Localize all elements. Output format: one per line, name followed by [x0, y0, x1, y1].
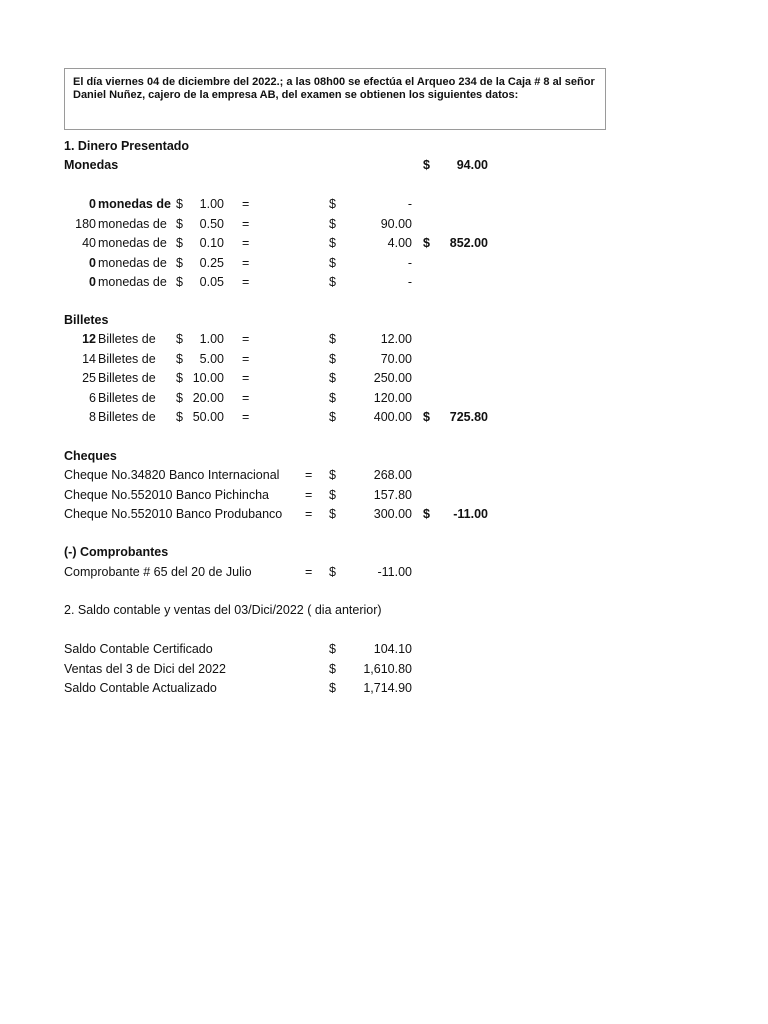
bill-qty: 6 — [89, 390, 96, 405]
bill-equals: = — [242, 371, 250, 385]
bill-equals: = — [242, 390, 250, 405]
bill-currency: $ — [176, 351, 183, 366]
coin-currency: $ — [176, 255, 183, 270]
coin-denom: 1.00 — [199, 197, 224, 211]
bill-label: Billetes de — [98, 351, 156, 366]
billetes-label: Billetes — [64, 313, 109, 327]
bill-qty: 25 — [82, 371, 96, 385]
bill-amount-currency: $ — [329, 332, 336, 346]
intro-box — [64, 68, 606, 130]
saldo-currency: $ — [329, 681, 336, 695]
cheque-description: Cheque No.552010 Banco Pichincha — [64, 487, 270, 502]
intro-line-1: El día viernes 04 de diciembre del 2022.; a las 08h00 se efectúa el Arqueo 234 de la Caja # 8 al señor — [73, 76, 595, 88]
coin-currency: $ — [176, 236, 183, 250]
coin-equals: = — [242, 275, 250, 289]
coin-label: monedas de — [98, 236, 167, 250]
bill-denom: 5.00 — [199, 351, 224, 366]
section1-title: 1. Dinero Presentado — [64, 139, 190, 153]
coin-label: monedas de — [98, 197, 171, 211]
coin-denom: 0.25 — [199, 255, 224, 270]
saldo-amount: 1,610.80 — [363, 661, 412, 676]
coin-amount: 90.00 — [380, 216, 412, 231]
monedas-label: Monedas — [64, 158, 119, 172]
bill-denom: 1.00 — [199, 332, 224, 346]
coin-subtotal: 852.00 — [449, 236, 488, 250]
bill-subtotal: 725.80 — [449, 410, 488, 424]
bill-currency: $ — [176, 371, 183, 385]
comprobantes-label: (-) Comprobantes — [64, 545, 169, 559]
cheque-description: Cheque No.552010 Banco Produbanco — [64, 507, 283, 521]
coin-equals: = — [242, 255, 250, 270]
saldo-description: Ventas del 3 de Dici del 2022 — [64, 661, 226, 676]
cheque-equals: = — [305, 468, 313, 482]
bill-label: Billetes de — [98, 332, 156, 346]
bill-currency: $ — [176, 410, 183, 424]
coin-subtotal-currency: $ — [423, 236, 430, 250]
coin-amount-currency: $ — [329, 255, 336, 270]
bill-label: Billetes de — [98, 371, 156, 385]
cheques-label: Cheques — [64, 449, 117, 463]
monedas-total: 94.00 — [456, 158, 488, 172]
coin-denom: 0.05 — [199, 275, 224, 289]
coin-currency: $ — [176, 197, 183, 211]
saldo-currency: $ — [329, 661, 336, 676]
cheque-amount: 157.80 — [373, 487, 412, 502]
coin-label: monedas de — [98, 255, 167, 270]
bill-qty: 12 — [82, 332, 96, 346]
bill-equals: = — [242, 351, 250, 366]
bill-equals: = — [242, 410, 250, 424]
bill-amount-currency: $ — [329, 410, 336, 424]
bill-amount: 12.00 — [380, 332, 412, 346]
bill-denom: 50.00 — [192, 410, 224, 424]
cheque-currency: $ — [329, 468, 336, 482]
coin-currency: $ — [176, 275, 183, 289]
cheque-description: Cheque No.34820 Banco Internacional — [64, 468, 280, 482]
bill-qty: 8 — [89, 410, 96, 424]
bill-currency: $ — [176, 332, 183, 346]
coin-amount: 4.00 — [387, 236, 412, 250]
cheque-currency: $ — [329, 507, 336, 521]
coin-qty: 0 — [89, 255, 96, 270]
coin-qty: 180 — [75, 216, 96, 231]
bill-label: Billetes de — [98, 410, 156, 424]
intro-line-2: Daniel Nuñez, cajero de la empresa AB, del examen se obtienen los siguientes datos: — [73, 89, 519, 101]
saldo-description: Saldo Contable Actualizado — [64, 681, 217, 695]
bill-amount-currency: $ — [329, 371, 336, 385]
coin-equals: = — [242, 216, 250, 231]
monedas-total-currency: $ — [423, 158, 430, 172]
cheque-equals: = — [305, 487, 313, 502]
coin-qty: 40 — [82, 236, 96, 250]
bill-amount: 70.00 — [380, 351, 412, 366]
cheque-currency: $ — [329, 487, 336, 502]
bill-amount: 400.00 — [373, 410, 412, 424]
bill-label: Billetes de — [98, 390, 156, 405]
coin-amount: - — [407, 197, 412, 211]
comprobante-amount: -11.00 — [377, 565, 412, 579]
bill-amount: 120.00 — [373, 390, 412, 405]
coin-qty: 0 — [89, 275, 96, 289]
bill-amount-currency: $ — [329, 390, 336, 405]
saldo-description: Saldo Contable Certificado — [64, 642, 213, 656]
bill-amount-currency: $ — [329, 351, 336, 366]
cheque-amount: 300.00 — [373, 507, 412, 521]
cheque-subtotal: -11.00 — [453, 507, 488, 521]
saldo-currency: $ — [329, 642, 336, 656]
comprobante-currency: $ — [329, 565, 336, 579]
bill-equals: = — [242, 332, 250, 346]
cheque-subtotal-currency: $ — [423, 507, 430, 521]
coin-denom: 0.50 — [199, 216, 224, 231]
saldo-amount: 104.10 — [373, 642, 412, 656]
saldo-amount: 1,714.90 — [363, 681, 412, 695]
bill-denom: 20.00 — [192, 390, 224, 405]
coin-denom: 0.10 — [199, 236, 224, 250]
coin-qty: 0 — [89, 197, 96, 211]
cheque-amount: 268.00 — [373, 468, 412, 482]
coin-amount: - — [407, 275, 412, 289]
section2-title: 2. Saldo contable y ventas del 03/Dici/2022 ( dia anterior) — [64, 603, 382, 617]
coin-label: monedas de — [98, 216, 167, 231]
coin-amount-currency: $ — [329, 216, 336, 231]
bill-currency: $ — [176, 390, 183, 405]
bill-qty: 14 — [82, 351, 96, 366]
bill-denom: 10.00 — [192, 371, 224, 385]
comprobante-equals: = — [305, 565, 313, 579]
coin-amount-currency: $ — [329, 275, 336, 289]
coin-equals: = — [242, 236, 250, 250]
cheque-equals: = — [305, 507, 313, 521]
comprobante-description: Comprobante # 65 del 20 de Julio — [64, 565, 252, 579]
coin-amount: - — [407, 255, 412, 270]
coin-equals: = — [242, 197, 250, 211]
coin-amount-currency: $ — [329, 197, 336, 211]
bill-subtotal-currency: $ — [423, 410, 430, 424]
coin-currency: $ — [176, 216, 183, 231]
bill-amount: 250.00 — [373, 371, 412, 385]
coin-amount-currency: $ — [329, 236, 336, 250]
coin-label: monedas de — [98, 275, 167, 289]
